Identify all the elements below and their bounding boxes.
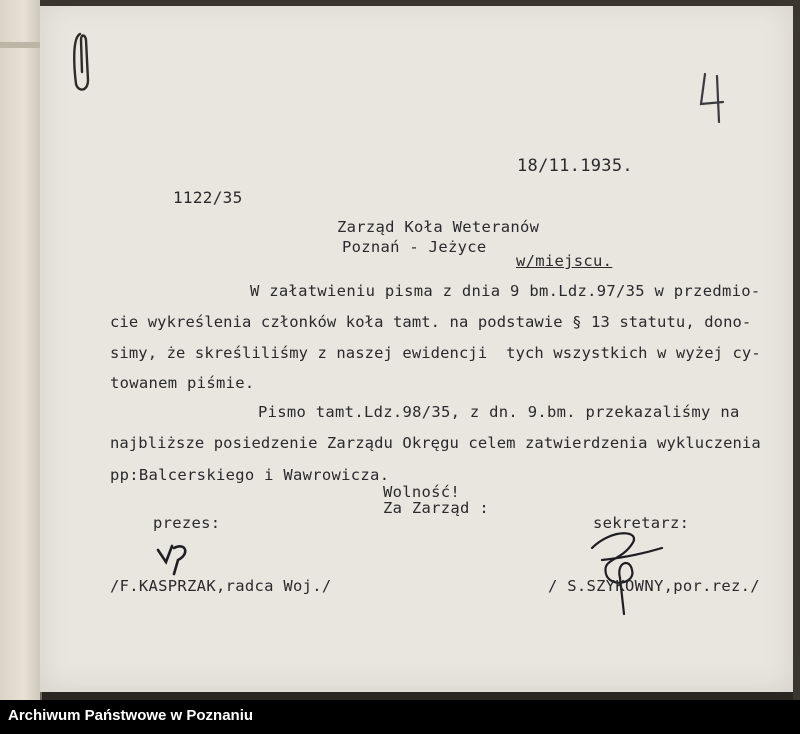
closing-za-zarzad: Za Zarząd : — [383, 499, 489, 517]
handwritten-page-number-icon — [695, 70, 731, 126]
body-line-6: najbliższe posiedzenie Zarządu Okręgu celem zatwierdzenia wykluczenia — [110, 434, 761, 452]
document-page — [40, 0, 793, 692]
body-line-3: simy, że skreśliliśmy z naszej ewidencji tych wszystkich w wyżej cy- — [110, 344, 761, 362]
paperclip-mark-icon — [66, 28, 96, 96]
left-signature-icon — [152, 540, 198, 578]
body-line-2: cie wykreślenia członków koła tamt. na podstawie § 13 statutu, dono- — [110, 313, 752, 331]
recipient-line-2: Poznań - Jeżyce — [342, 238, 487, 256]
recipient-line-1: Zarząd Koła Weteranów — [337, 218, 540, 236]
adjacent-page-fold — [0, 42, 40, 48]
page-top-border — [40, 0, 793, 6]
body-line-5: Pismo tamt.Ldz.98/35, z dn. 9.bm. przekazaliśmy na — [258, 403, 740, 421]
archive-footer-bar — [0, 700, 800, 734]
right-signatory-name: / S.SZYKOWNY,por.rez./ — [548, 577, 760, 595]
left-signatory-name: /F.KASPRZAK,radca Woj./ — [110, 577, 332, 595]
closing-wolnosc: Wolność! — [383, 483, 461, 501]
page-right-border — [793, 0, 800, 700]
adjacent-page-edge — [0, 0, 42, 700]
recipient-line-3: w/miejscu. — [516, 252, 613, 270]
reference-number: 1122/35 — [173, 188, 243, 207]
right-signatory-role: sekretarz: — [593, 514, 690, 532]
letter-date: 18/11.1935. — [517, 156, 633, 176]
archive-name-label: Archiwum Państwowe w Poznaniu — [8, 707, 254, 724]
right-signature-icon — [572, 518, 672, 618]
body-line-7: pp:Balcerskiego i Wawrowicza. — [110, 466, 390, 484]
left-signatory-role: prezes: — [153, 514, 221, 532]
body-line-4: towanem piśmie. — [110, 374, 255, 392]
body-line-1: W załatwieniu pisma z dnia 9 bm.Ldz.97/35 w przedmio- — [250, 282, 761, 300]
